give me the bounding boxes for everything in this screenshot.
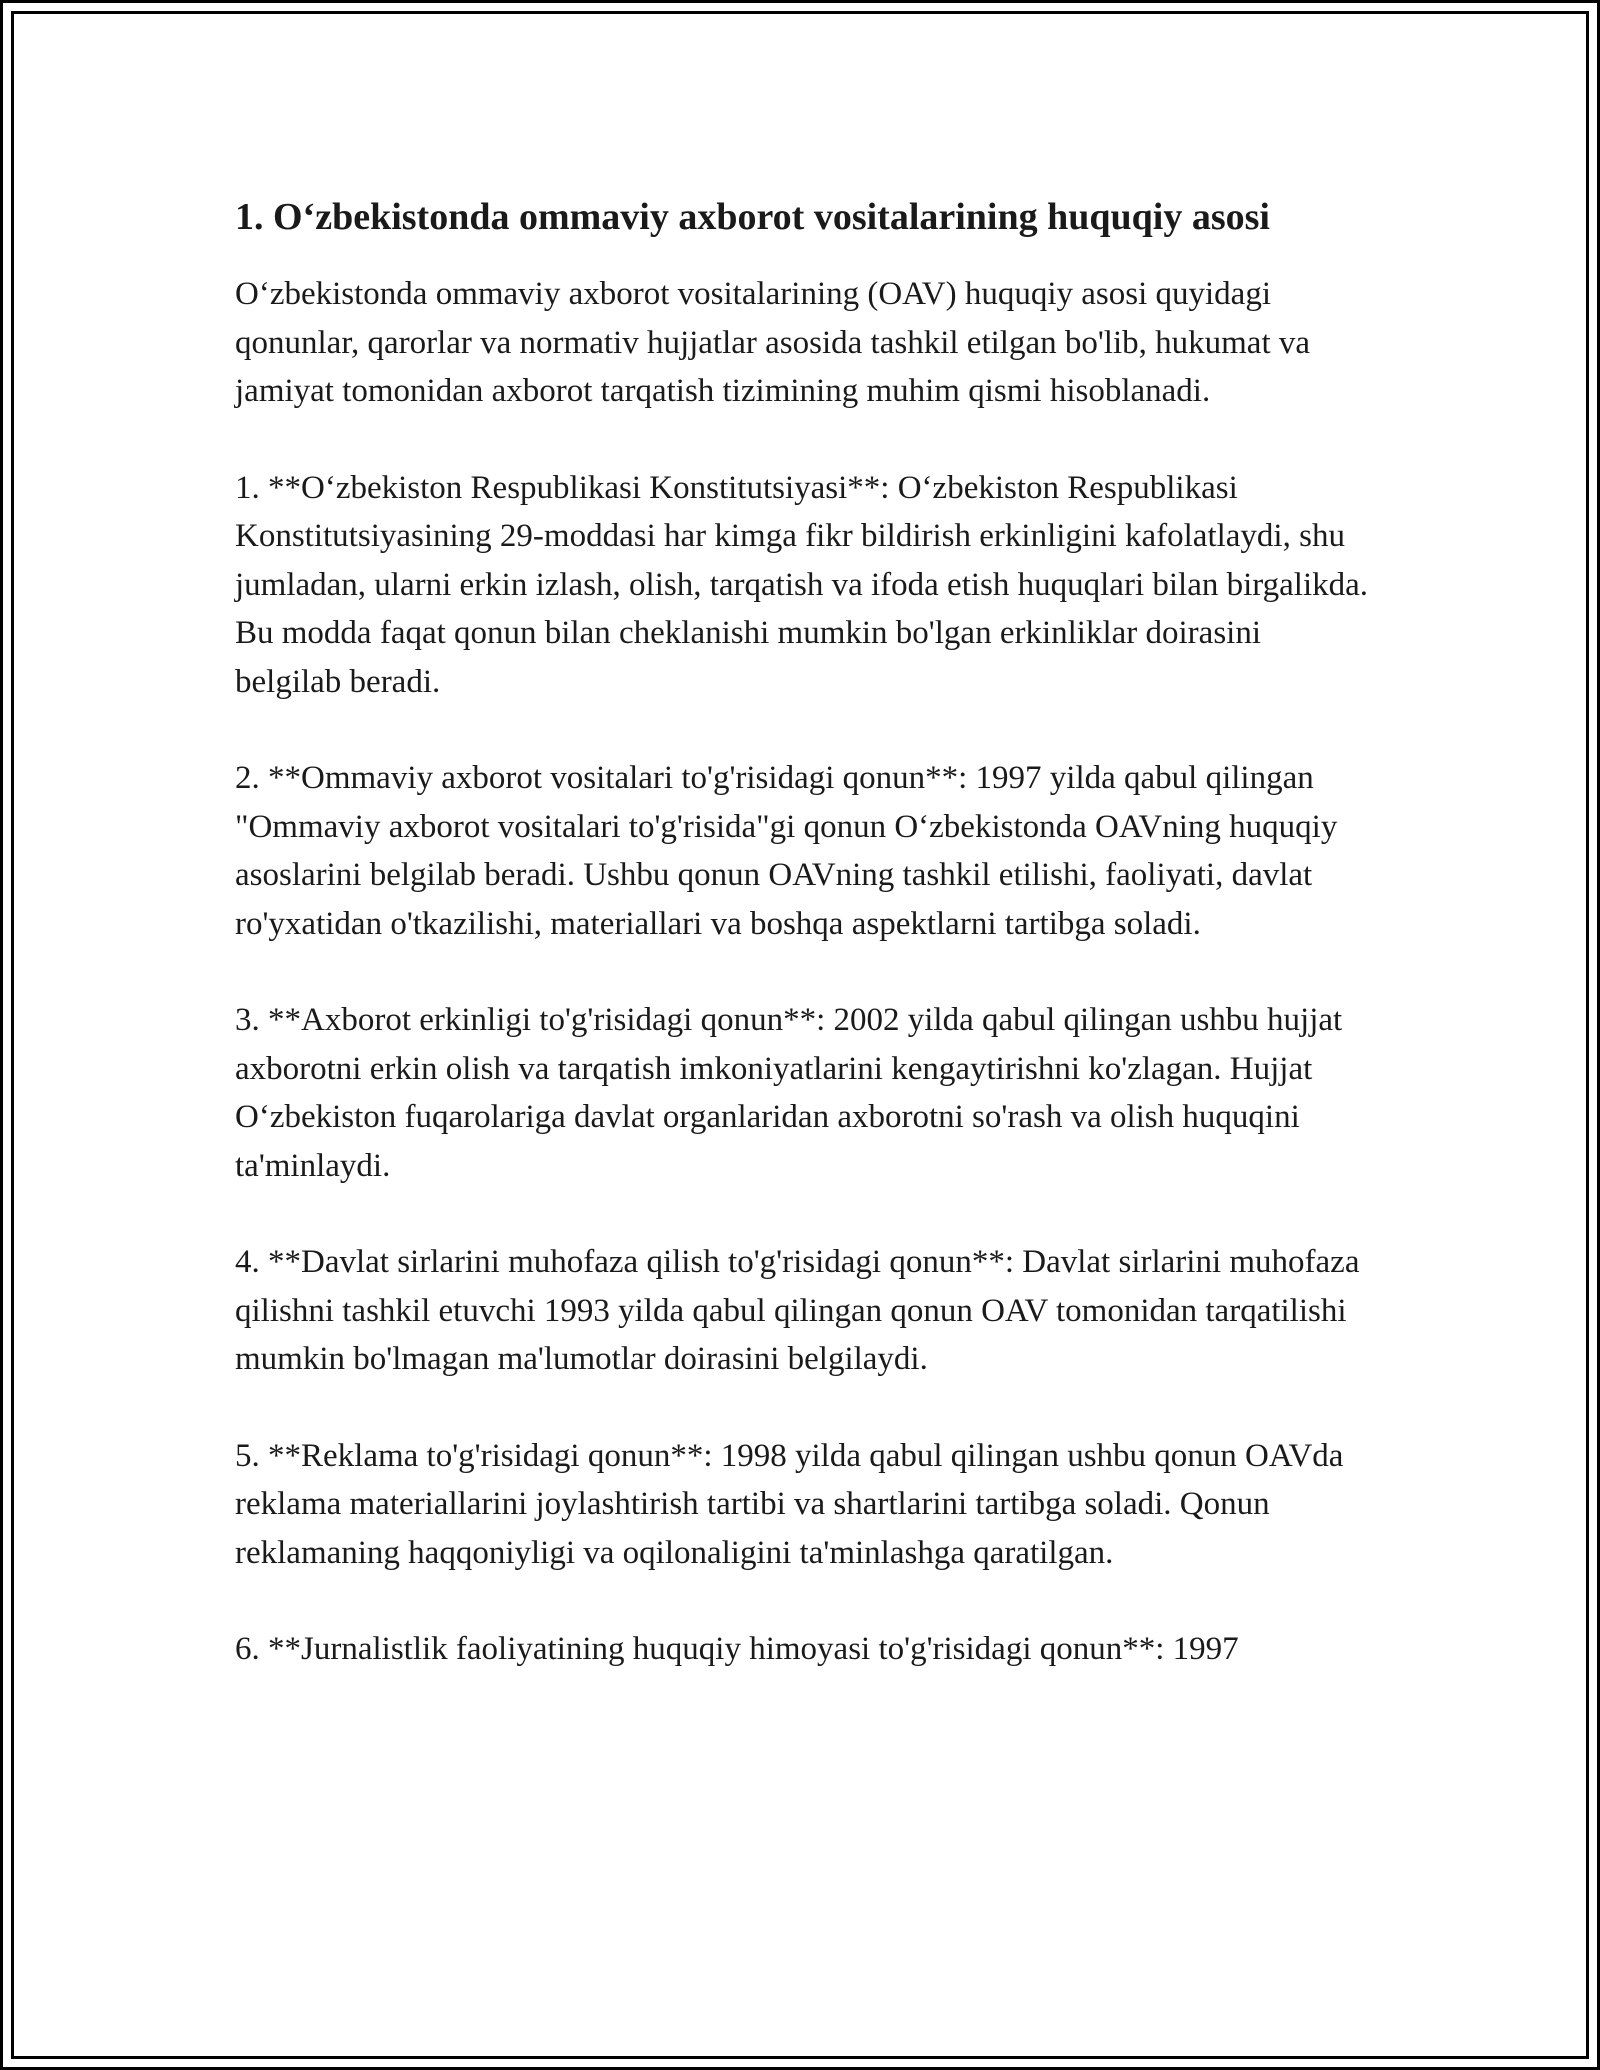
item-6-paragraph: 6. **Jurnalistlik faoliyatining huquqiy himoyasi to'g'risidagi qonun**: 1997 bbox=[235, 1631, 1239, 1667]
item-3-paragraph: 3. **Axborot erkinligi to'g'risidagi qonun**: 2002 yilda qabul qilingan ushbu hujjat axborotni erkin olish va tarqatish imkoniyatlarini kengaytirishni ko'zlagan. Hujjat Oʻzbekiston fuqarolariga davlat organlaridan axborotni so'rash va olish huquqini ta'minlaydi. bbox=[235, 1002, 1343, 1184]
document-title: 1. Oʻzbekistonda ommaviy axborot vositalarining huquqiy asosi bbox=[235, 196, 1270, 238]
document-body bbox=[235, 190, 1375, 1722]
item-4-paragraph: 4. **Davlat sirlarini muhofaza qilish to'g'risidagi qonun**: Davlat sirlarini muhofaza qilishni tashkil etuvchi 1993 yilda qabul qilingan qonun OAV tomonidan tarqatilishi mumkin bo'lmagan ma'lumotlar doirasini belgilaydi. bbox=[235, 1244, 1360, 1377]
intro-paragraph: Oʻzbekistonda ommaviy axborot vositalarining (OAV) huquqiy asosi quyidagi qonunlar, qarorlar va normativ hujjatlar asosida tashkil etilgan bo'lib, hukumat va jamiyat tomonidan axborot tarqatish tizimining muhim qismi hisoblanadi. bbox=[235, 276, 1311, 409]
item-5-paragraph: 5. **Reklama to'g'risidagi qonun**: 1998 yilda qabul qilingan ushbu qonun OAVda reklama materiallarini joylashtirish tartibi va shartlarini tartibga soladi. Qonun reklamaning haqqoniyligi va oqilonaligini ta'minlashga qaratilgan. bbox=[235, 1437, 1344, 1571]
item-1-paragraph: 1. **Oʻzbekiston Respublikasi Konstitutsiyasi**: Oʻzbekiston Respublikasi Konstitutsiyasining 29-moddasi har kimga fikr bildirish erkinligini kafolatlaydi, shu jumladan, ularni erkin izlash, olish, tarqatish va ifoda etish huquqlari bilan birgalikda. Bu modda faqat qonun bilan cheklanishi mumkin bo'lgan erkinliklar doirasini belgilab beradi. bbox=[235, 469, 1369, 700]
item-2-paragraph: 2. **Ommaviy axborot vositalari to'g'risidagi qonun**: 1997 yilda qabul qilingan "Ommaviy axborot vositalari to'g'risida"gi qonun Oʻzbekistonda OAVning huquqiy asoslarini belgilab beradi. Ushbu qonun OAVning tashkil etilishi, faoliyati, davlat ro'yxatidan o'tkazilishi, materiallari va boshqa aspektlarni tartibga soladi. bbox=[235, 760, 1338, 942]
